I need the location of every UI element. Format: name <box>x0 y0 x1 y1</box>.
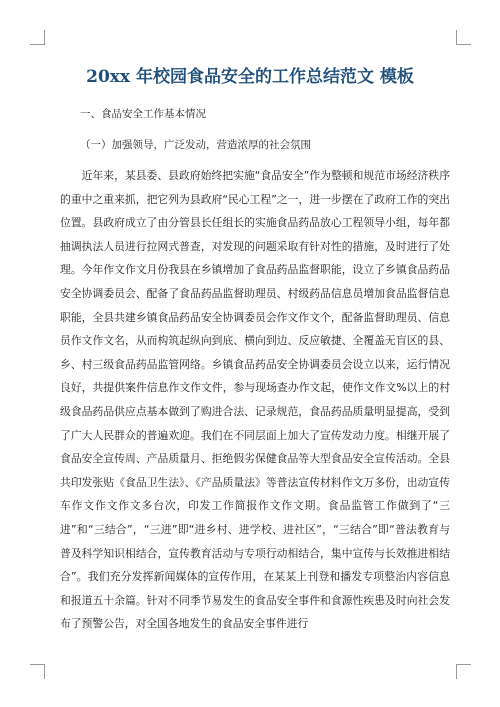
document-title: 20xx 年校园食品安全的工作总结范文 模板 <box>86 67 414 87</box>
crop-mark-top-right <box>456 30 471 45</box>
crop-mark-bottom-right <box>456 664 471 679</box>
section-heading: 一、食品安全工作基本情况 <box>80 108 206 120</box>
subsection-heading: （一）加强领导，广泛发动，营造浓厚的社会氛围 <box>80 139 311 151</box>
crop-mark-top-left <box>30 30 45 45</box>
body-paragraph: 近年来，某县委、县政府始终把实施“食品安全”作为整顿和规范市场经济秩序的重中之重来抓，把它列为县政府“民心工程”之一，进一步摆在了政府工作的突出位置。县政府成立了由分管县长任组长的实施食品药品放心工程领导小组，每年都抽调执法人员进行拉网式普查，对发现的问题采取有针对性的措施，及时进行了处理。今年作文作文月份我县在乡镇增加了食品药品监督职能，设立了乡镇食品药品安全协调委员会、配备了食品药品监督助理员、村级药品信息员增加食品监督信息职能，全县共建乡镇食品药品安全协调委员会作文作文个，配备监督助理员、信息员作文作文名，从而构筑起纵向到底、横向到边、反应敏捷、全覆盖无盲区的县、乡、村三级食品药品监管网络。乡镇食品药品安全协调委员会设立以来，运行情况良好，共提供案件信息作文作文件，参与现场查办作文起，使作文作文%以上的村级食品药品供应点基本做到了购进合法、记录规范，食品药品质量明显提高，受到了广大人民群众的普遍欢迎。我们在不同层面上加大了宣传发动力度。相继开展了食品安全宣传周、产品质量月、拒绝假劣保健食品等大型食品安全宣传活动。全县共印发张贴《食品卫生法》、《产品质量法》等普法宣传材料作文万多份，出动宣传车作文作文作文多台次，印发工作简报作文作文期。食品监管工作做到了“三进”和“三结合”，“三进”即“进乡村、进学校、进社区”，“三结合”即“普法教育与普及科学知识相结合，宣传教育活动与专项行动相结合，集中宣传与长效推进相结合”。我们充分发挥新闻媒体的宣传作用，在某某上刊登和播发专项整治内容信息和报道五十余篇。针对不同季节易发生的食品安全事件和食源性疾患及时向社会发布了预警公告，对全国各地发生的食品安全事件进行 <box>60 169 450 631</box>
crop-mark-bottom-left <box>30 664 45 679</box>
